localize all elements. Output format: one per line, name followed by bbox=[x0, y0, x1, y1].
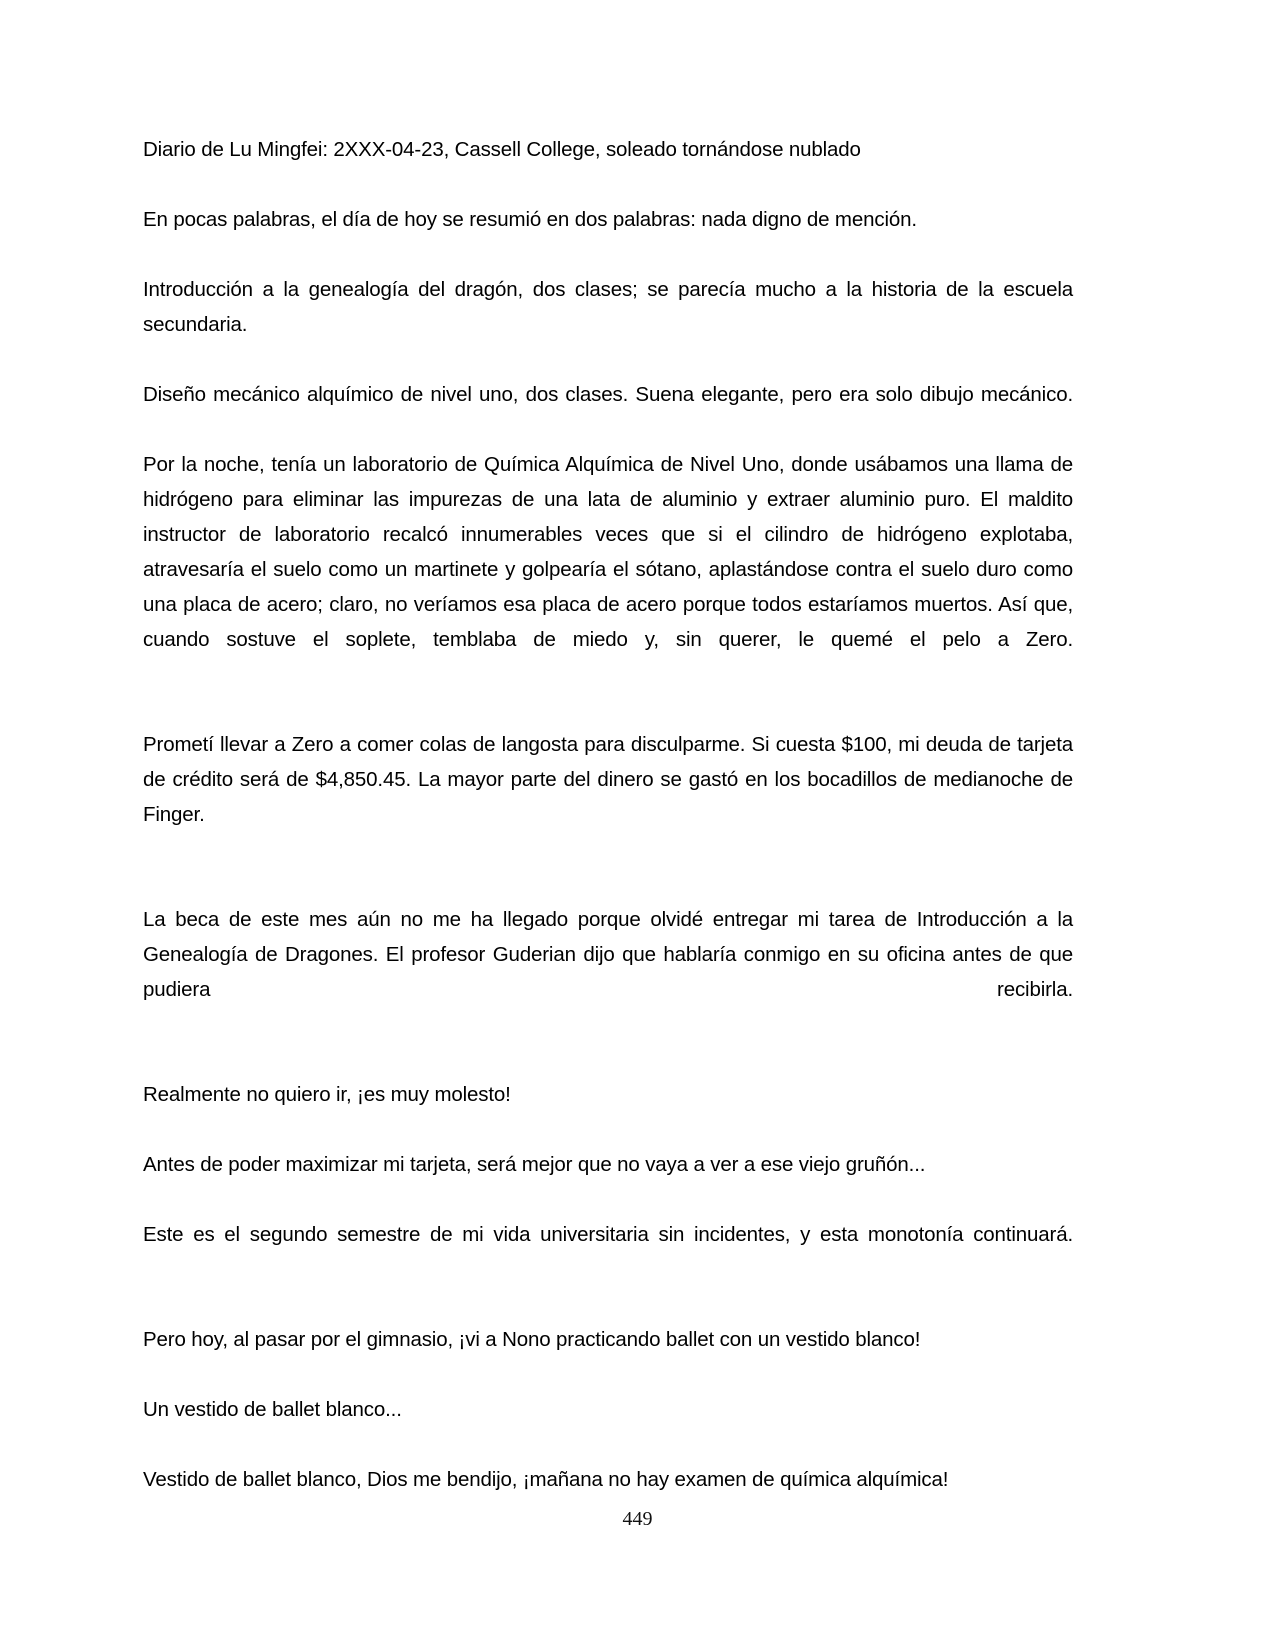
paragraph-max-card: Antes de poder maximizar mi tarjeta, será mejor que no vaya a ver a ese viejo gruñón... bbox=[143, 1153, 926, 1176]
page-number: 449 bbox=[622, 1508, 653, 1530]
paragraph-classes-mechanical: Diseño mecánico alquímico de nivel uno, dos clases. Suena elegante, pero era solo dibujo mecánico. bbox=[143, 383, 1073, 406]
diary-heading: Diario de Lu Mingfei: 2XXX-04-23, Cassell College, soleado tornándose nublado bbox=[143, 138, 861, 161]
paragraph-blessing: Vestido de ballet blanco, Dios me bendijo, ¡mañana no hay examen de química alquímica! bbox=[143, 1468, 949, 1491]
diary-summary: En pocas palabras, el día de hoy se resumió en dos palabras: nada digno de mención. bbox=[143, 208, 917, 231]
paragraph-lab-night: Por la noche, tenía un laboratorio de Química Alquímica de Nivel Uno, donde usábamos una llama de hidrógeno para eliminar las impurezas de una lata de aluminio y extraer aluminio puro. El maldito instructor de laboratorio recalcó innumerables veces que si el cilindro de hidrógeno explotaba, atravesaría el suelo como un martinete y golpearía el sótano, aplastándose contra el suelo duro como una placa de acero; claro, no veríamos esa placa de acero porque todos estaríamos muertos. Así que, cuando sostuve el soplete, temblaba de miedo y, sin querer, le quemé el pelo a Zero. bbox=[143, 453, 1073, 651]
paragraph-gap bbox=[143, 692, 1073, 727]
paragraph-scholarship: La beca de este mes aún no me ha llegado porque olvidé entregar mi tarea de Introducción a la Genealogía de Dragones. El profesor Guderian dijo que hablaría conmigo en su oficina antes de que pudiera recibirla. bbox=[143, 908, 1073, 1001]
document-body bbox=[143, 132, 1073, 1497]
paragraph-gap bbox=[143, 1112, 1073, 1147]
paragraph-white-ballet-dress: Un vestido de ballet blanco... bbox=[143, 1398, 402, 1421]
paragraph-gap bbox=[143, 867, 1073, 902]
paragraph-gap bbox=[143, 1182, 1073, 1217]
paragraph-gap bbox=[143, 237, 1073, 272]
paragraph-debt: Prometí llevar a Zero a comer colas de langosta para disculparme. Si cuesta $100, mi deuda de tarjeta de crédito será de $4,850.45. La mayor parte del dinero se gastó en los bocadillos de medianoche de Finger. bbox=[143, 733, 1073, 826]
paragraph-classes-genealogy: Introducción a la genealogía del dragón, dos clases; se parecía mucho a la historia de la escuela secundaria. bbox=[143, 278, 1073, 336]
paragraph-dont-want-to-go: Realmente no quiero ir, ¡es muy molesto! bbox=[143, 1083, 511, 1106]
paragraph-gym-nono: Pero hoy, al pasar por el gimnasio, ¡vi a Nono practicando ballet con un vestido blanco! bbox=[143, 1328, 921, 1351]
paragraph-gap bbox=[143, 167, 1073, 202]
paragraph-gap bbox=[143, 1427, 1073, 1462]
paragraph-gap bbox=[143, 1042, 1073, 1077]
paragraph-second-semester: Este es el segundo semestre de mi vida universitaria sin incidentes, y esta monotonía continuará. bbox=[143, 1223, 1073, 1246]
paragraph-gap bbox=[143, 1357, 1073, 1392]
paragraph-gap bbox=[143, 1287, 1073, 1322]
